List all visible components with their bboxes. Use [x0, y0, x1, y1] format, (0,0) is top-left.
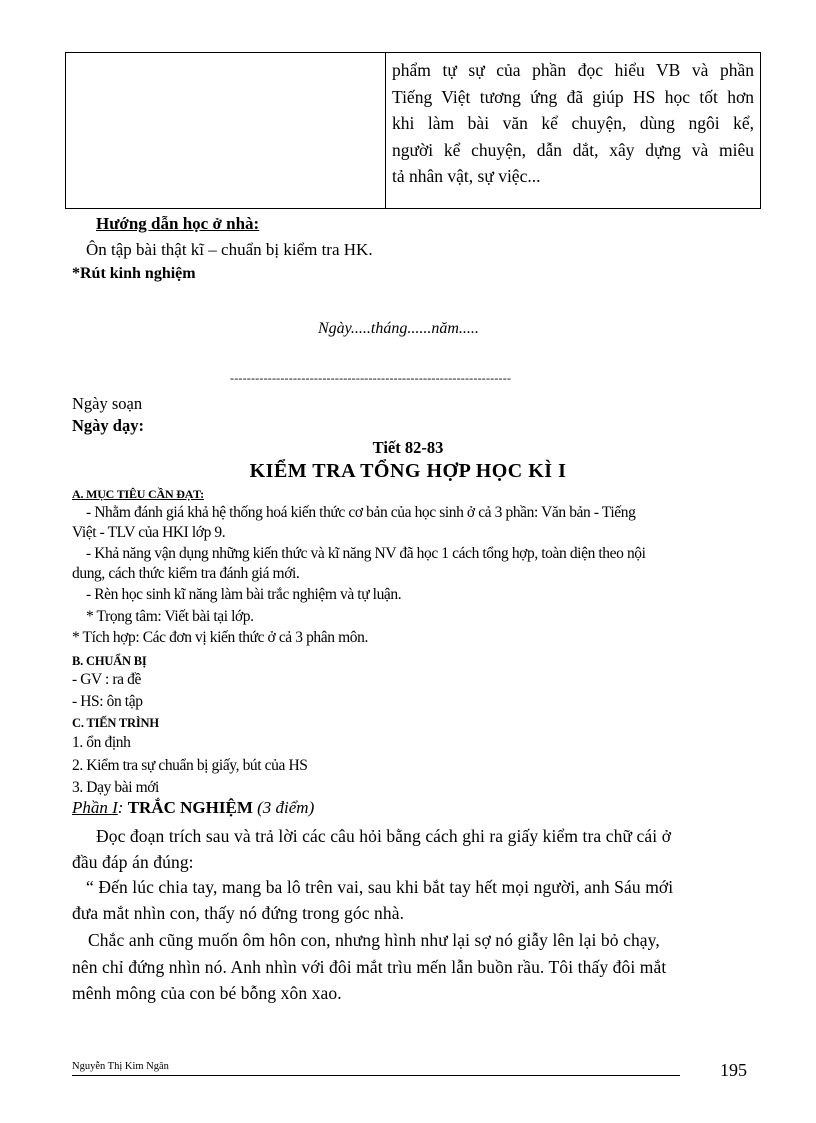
passage-line: nên chỉ đứng nhìn nó. Anh nhìn với đôi mắt trìu mến lẫn buồn rầu. Tôi thấy đôi mắt [72, 957, 667, 977]
section-a-heading: A. MỤC TIÊU CẦN ĐẠT: [72, 487, 204, 501]
table-text-line: người kể chuyện, dẫn dắt, xây dựng và miêu [392, 139, 754, 160]
section-c-heading: C. TIẾN TRÌNH [72, 716, 159, 730]
passage-line: đầu đáp án đúng: [72, 852, 194, 872]
part1-label: Phần I [72, 798, 118, 817]
prep-date-label: Ngày soạn [72, 394, 143, 413]
procedure-line: 3. Dạy bài mới [72, 779, 159, 796]
objective-line: - Rèn học sinh kĩ năng làm bài trắc nghiệm và tự luận. [86, 586, 402, 603]
section-b-heading: B. CHUẨN BỊ [72, 654, 147, 668]
table-text-line: khi làm bài văn kể chuyện, dùng ngôi kể, [392, 113, 754, 133]
date-line: Ngày.....tháng......năm..... [318, 320, 479, 337]
part1-title: TRẮC NGHIỆM [127, 798, 253, 817]
passage-line: “ Đến lúc chia tay, mang ba lô trên vai, sau khi bắt tay hết mọi người, anh Sáu mới [86, 877, 674, 897]
procedure-line: 1. ổn định [72, 734, 131, 751]
objective-line: - Nhằm đánh giá khả hệ thống hoá kiến thức cơ bản của học sinh ở cả 3 phần: Văn bản - Tiếng [86, 504, 636, 521]
part1-colon: : [117, 798, 128, 817]
passage-line: Đọc đoạn trích sau và trả lời các câu hỏi bằng cách ghi ra giấy kiểm tra chữ cái ở [96, 826, 672, 846]
page-number: 195 [720, 1060, 747, 1080]
objective-line: dung, cách thức kiểm tra đánh giá mới. [72, 565, 300, 582]
experience-heading: *Rút kinh nghiệm [72, 265, 196, 282]
table-column-divider [385, 53, 386, 208]
table-text-line: Tiếng Việt tương ứng đã giúp HS học tốt hơn [392, 86, 754, 107]
separator-line: ------------------------------------------------------------------- [230, 371, 512, 385]
teach-date-label: Ngày dạy: [72, 416, 144, 435]
passage-line: mênh mông của con bé bỗng xôn xao. [72, 983, 342, 1003]
procedure-line: 2. Kiểm tra sự chuẩn bị giấy, bút của HS [72, 757, 308, 774]
footer-rule [72, 1075, 680, 1076]
table-text-line: tả nhân vật, sự việc... [392, 166, 541, 186]
passage-line: Chắc anh cũng muốn ôm hôn con, nhưng hình như lại sợ nó giẫy lên lại bỏ chạy, [88, 930, 660, 950]
objective-line: Việt - TLV của HKI lớp 9. [72, 524, 226, 541]
footer-author: Nguyễn Thị Kim Ngân [72, 1061, 169, 1072]
prep-line: - HS: ôn tập [72, 693, 143, 710]
part1-heading [72, 798, 314, 818]
passage-line: đưa mắt nhìn con, thấy nó đứng trong góc nhà. [72, 903, 405, 923]
part1-points: (3 điểm) [257, 798, 315, 817]
objective-line: * Tích hợp: Các đơn vị kiến thức ở cả 3 phân môn. [72, 629, 368, 646]
objective-line: - Khả năng vận dụng những kiến thức và kĩ năng NV đã học 1 cách tổng hợp, toàn diện theo nội [86, 545, 646, 562]
objective-line: * Trọng tâm: Viết bài tại lớp. [86, 608, 254, 625]
table-text-line: phẩm tự sự của phần đọc hiểu VB và phần [392, 60, 754, 80]
prep-line: - GV : ra đề [72, 671, 141, 688]
homework-text: Ôn tập bài thật kĩ – chuẩn bị kiểm tra HK. [86, 240, 373, 259]
period-label: Tiết 82-83 [372, 438, 444, 457]
lesson-title: KIỂM TRA TỔNG HỢP HỌC KÌ I [249, 460, 567, 482]
content-table [65, 52, 761, 209]
homework-heading: Hướng dẫn học ở nhà: [96, 214, 260, 233]
table-right-cell [392, 57, 754, 190]
